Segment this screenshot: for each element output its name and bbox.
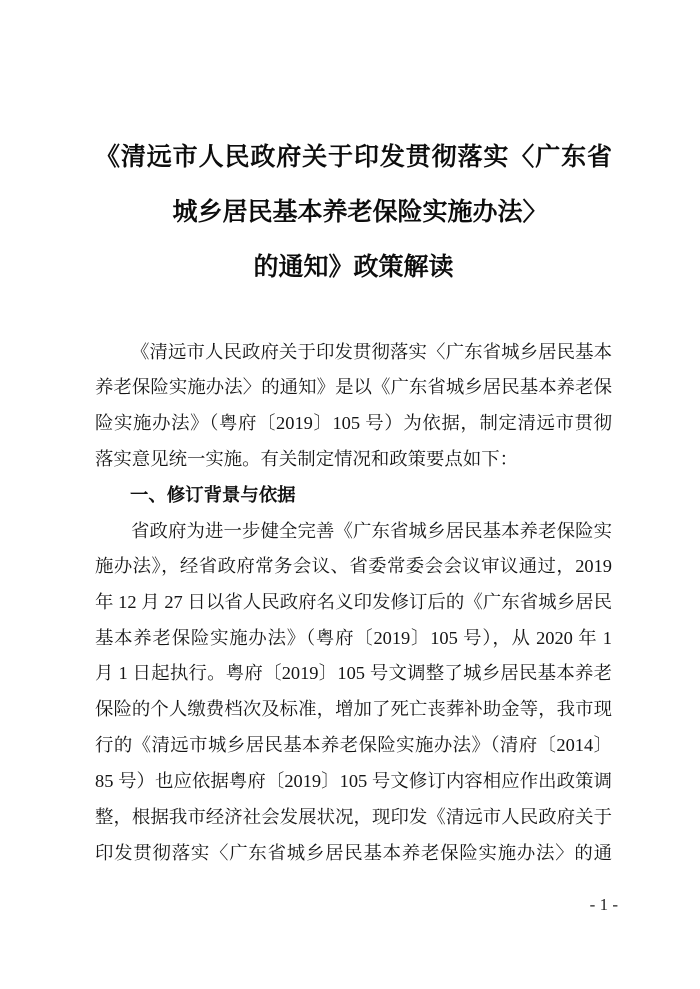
section-heading: 一、修订背景与依据 bbox=[130, 484, 296, 505]
paragraph-line: 施办法》，经省政府常务会议、省委常委会会议审议通过，2019 bbox=[95, 556, 612, 576]
document-title-line-1: 《清远市人民政府关于印发贯彻落实〈广东省 bbox=[95, 144, 612, 171]
intro-line: 险实施办法》（粤府〔2019〕105 号）为依据，制定清远市贯彻 bbox=[95, 413, 612, 433]
paragraph-line: 保险的个人缴费档次及标准，增加了死亡丧葬补助金等，我市现 bbox=[95, 699, 612, 719]
paragraph-line: 省政府为进一步健全完善《广东省城乡居民基本养老保险实 bbox=[131, 521, 612, 541]
paragraph-line: 整，根据我市经济社会发展状况，现印发《清远市人民政府关于 bbox=[95, 807, 612, 827]
intro-line: 落实意见统一实施。有关制定情况和政策要点如下： bbox=[95, 449, 518, 469]
paragraph-line: 印发贯彻落实〈广东省城乡居民基本养老保险实施办法〉的通 bbox=[95, 843, 612, 863]
intro-line: 《清远市人民政府关于印发贯彻落实〈广东省城乡居民基本 bbox=[131, 342, 612, 362]
intro-line: 养老保险实施办法〉的通知》是以《广东省城乡居民基本养老保 bbox=[95, 377, 612, 397]
document-title-line-2: 城乡居民基本养老保险实施办法〉 bbox=[172, 199, 548, 226]
paragraph-line: 85 号）也应依据粤府〔2019〕105 号文修订内容相应作出政策调 bbox=[95, 771, 612, 791]
document-title-line-3: 的通知》政策解读 bbox=[253, 254, 454, 281]
paragraph-line: 行的《清远市城乡居民基本养老保险实施办法》（清府〔2014〕 bbox=[95, 735, 612, 755]
paragraph-line: 月 1 日起执行。粤府〔2019〕105 号文调整了城乡居民基本养老 bbox=[95, 663, 612, 683]
page-number: - 1 - bbox=[589, 895, 618, 914]
paragraph-line: 基本养老保险实施办法》（粤府〔2019〕105 号），从 2020 年 1 bbox=[95, 628, 612, 648]
paragraph-line: 年 12 月 27 日以省人民政府名义印发修订后的《广东省城乡居民 bbox=[95, 592, 612, 612]
